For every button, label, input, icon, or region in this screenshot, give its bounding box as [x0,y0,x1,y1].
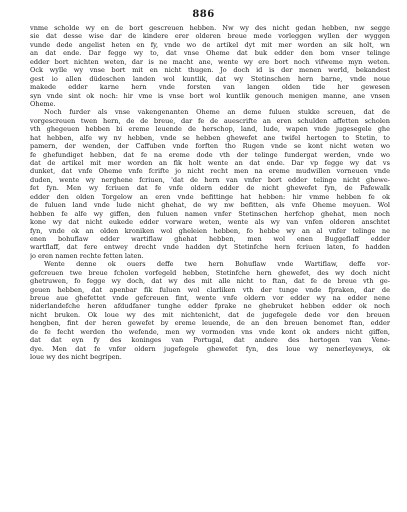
text-line: Wente denne ok ouers deffe twe hern Bohuflaw vnde Wartiflaw, deffe vor- [44,260,390,269]
text-line: jo eren namen rechte fetten laten. [30,251,144,260]
text-line: nicht bruken. Ok loue wy des mit nichtenicht, dat de jugefegele dede vor den breuen [30,310,390,319]
text-line: edder den olden Torgelow an eren vnde befittinge hat hebben: hir vmme hebben fe ok [30,192,390,201]
text-line: vunde dede angelist heten en fy, vnde wo de artikel dyt mit mer worden an sik holt, wn [30,40,390,49]
text-line: dye. Men dat fe vnfer oldern jugefegele ghewefet fyn, des loue wy nenerleyewys, ok [30,344,390,353]
paragraph [30,24,390,108]
text-line: hat hebben, alfe wy nv hebben, vnde se hebben ghewefet ane twifel hertogen to Stetin, to [30,133,390,142]
text-line: vth ghegeuen hebben bi ereme leuende de herschop, land, lude, wapen vnde jugesegele ghe [30,125,390,134]
text-line: dat dat eyn fy des koninges van Portugal, dat andere des hertogen van Vene- [30,336,390,345]
paragraph [30,108,390,260]
text-line: an dat ende. Dar fegge wy to, dat vnse Oheme dat buk edder den bom vnser telinge [30,49,390,58]
text-line: niderlandefche heren afdudfaner tunghe edder fprake ne ghebruket hebben edder ok noch [30,302,390,311]
text-line: vnme scholde wy en de bort gescreuen hebben. Nw wy des nicht gedan hebben, nw segge [30,24,390,32]
text-line: Ock wylle wy vnse bort mit en nicht thugen. Jo doch id is der menen werld, bekandest [30,66,390,75]
text-line: sie dat desse wise dar de kindere erer olderen breue mede vorleggen wyllen der wyggen [30,32,390,41]
text-line: wartflaff, dat fere entwey drecht vnde hadden dyt Stetinfche hern fcriuen laten, fo hadden [30,243,390,252]
text-line: syn vnde sint ok noch: hir vme is vnse bort wol kuntlik genouch menigen manne, ane vnsen [30,91,390,100]
page-number: 886 [192,9,215,20]
text-line: de fe fecht werden tho wefende, men wy vormoden vns vnde kont ok anders nicht giffen, [30,327,390,336]
text-line: geuen hebben, dat apenbar fik fuluen wol clarliken vth der tunge vnde fpraken, dar de [30,285,390,294]
text-line: gefcreuen twe breue fcholen vorfegeld hebben, Stetinfche hern ghewefet, des wy doch nicht [30,268,390,277]
paragraph [30,260,390,361]
text-line: enen bohuflaw edder wartiflaw ghehat hebben, men wol enen Buggeflaff edder [30,234,390,243]
text-line: Noch furder als vnse vakengenanten Oheme an deme fuluen stukke screuen, dat de [44,108,390,117]
text-line: vorgescreuen twen hern, de de breue, dar fe de auescrifte an eren schulden affetten scholen [30,116,390,125]
text-line: edder bort nichten weten, dar is ne macht ane, wente wy ere bort noch vifweme myn weten. [30,57,390,66]
body-text [30,24,390,362]
text-line: fe ghefundiget hebben, dat fe na ereme dode vth der telinge fundergat werden, vnde wo [30,150,390,159]
text-line: hebben fe alfe wy giffen, den fuluen namen vnfer Stetinschen herfchop ghehat, men noch [30,209,390,218]
text-line: hengben, fint der heren gewefet by ereme leuende, de an den breuen benomet ftan, edder [30,319,390,328]
text-line: kone wy dat nicht eukede edder vorware weten, wente als wy van vnfen olderen anschtet [30,218,390,227]
text-line: loue wy des nicht begripen. [30,353,122,362]
text-line: fet fyn. Men wy fcriuen dat fe vnfe oldern edder de nicht ghewefet fyn, de Pafewalk [30,184,390,193]
text-line: breue aue ghefettet vnde gefcreuen fint, wente vnfe oldern vor edder wy na edder nene [30,294,390,302]
text-line: dat de artikel mit mer worden an fik holt wente an dat ende. Dar vp fegge wy dat vs [30,159,390,167]
text-line: gest io allen düdeschen landen wol kuntlik, dat wy Stetinschen hern barne, vnde noue [30,74,390,83]
text-line: fyn, vnde ok an olden kroniken wol gheleien hebben, fo hebbe wy an al vnfer telinge ne [30,226,390,235]
text-line: pamern, der wenden, der Caffuben vnde forften tho Rugen vnde se kont nicht weten wo [30,142,390,151]
text-line: Oheme. [30,99,56,108]
text-line: makede edder karne hern vnde forsten van langen olden tide her gewesen [30,83,390,92]
text-line: duden, wente wy nerghene fcriuen, 'dat de hern van vnfer bort edder telinge nicht ghewe- [30,175,390,184]
text-line: de fuluen land vnde lude nicht ghehat, de wy nw befitten, als vnfe Oheme meyuen. Wol [30,201,390,210]
text-line: dunket, dat vnfe Oheme vnfe fcrifte jo nicht recht men na ereme mudwillen vorneuen vnde [30,167,390,176]
text-line: ghetruwen, fo fegge wy doch, dat wy des mit alle nicht to ftan, dat fe de breue vth ge- [30,277,390,286]
